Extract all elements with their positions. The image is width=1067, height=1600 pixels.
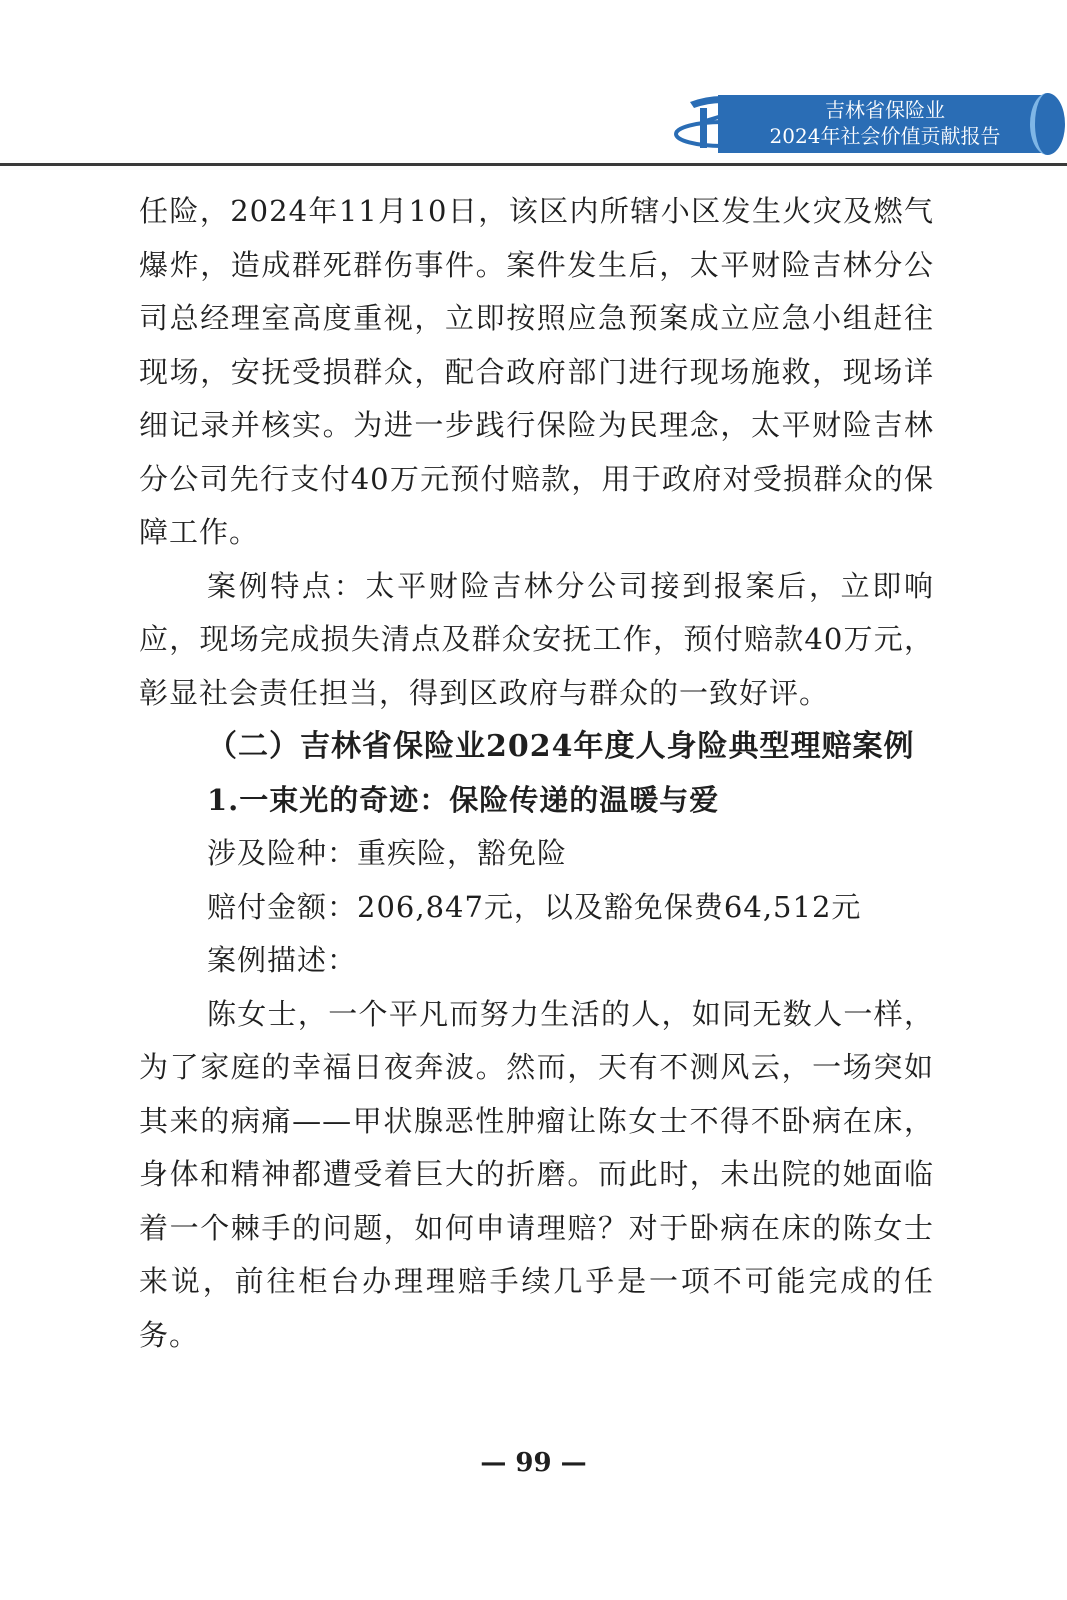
case-title: 1.一束光的奇迹：保险传递的温暖与爱: [207, 782, 720, 817]
page-header: [0, 0, 1067, 170]
report-title-line2: 2024年社会价值贡献报告: [769, 124, 1001, 148]
header-band-cap: [1030, 93, 1065, 155]
payout-amount: 赔付金额：206,847元，以及豁免保费64,512元: [207, 889, 862, 924]
insurance-types: 涉及险种：重疾险，豁免险: [207, 836, 568, 870]
report-title-line1: 吉林省保险业: [825, 98, 945, 122]
paragraph-case-description: 陈女士，一个平凡而努力生活的人，如同无数人一样，为了家庭的幸福日夜奔波。然而，天有不测风云，一场突如其来的病痛——甲状腺恶性肿瘤让陈女士不得不卧病在床，身体和精神都遭受着巨大的折磨。而此时，未出院的她面临着一个棘手的问题，如何申请理赔？对于卧病在床的陈女士来说，前往柜台办理理赔手续几乎是一项不可能完成的任务。: [139, 996, 934, 1352]
section-heading: （二）吉林省保险业2024年度人身险典型理赔案例: [207, 729, 915, 764]
page-number: — 99 —: [480, 1448, 587, 1478]
report-title: [740, 97, 1030, 149]
header-divider: [0, 163, 1067, 166]
page-body: [139, 185, 934, 1362]
description-label: 案例描述：: [207, 943, 358, 977]
paragraph-fire-case: 任险，2024年11月10日，该区内所辖小区发生火灾及燃气爆炸，造成群死群伤事件。案件发生后，太平财险吉林分公司总经理室高度重视，立即按照应急预案成立应急小组赶往现场，安抚受损群众，配合政府部门进行现场施救，现场详细记录并核实。为进一步践行保险为民理念，太平财险吉林分公司先行支付40万元预付赔款，用于政府对受损群众的保障工作。: [139, 194, 934, 549]
paragraph-case-features: 案例特点：太平财险吉林分公司接到报案后，立即响应，现场完成损失清点及群众安抚工作，预付赔款40万元，彰显社会责任担当，得到区政府与群众的一致好评。: [139, 568, 934, 710]
